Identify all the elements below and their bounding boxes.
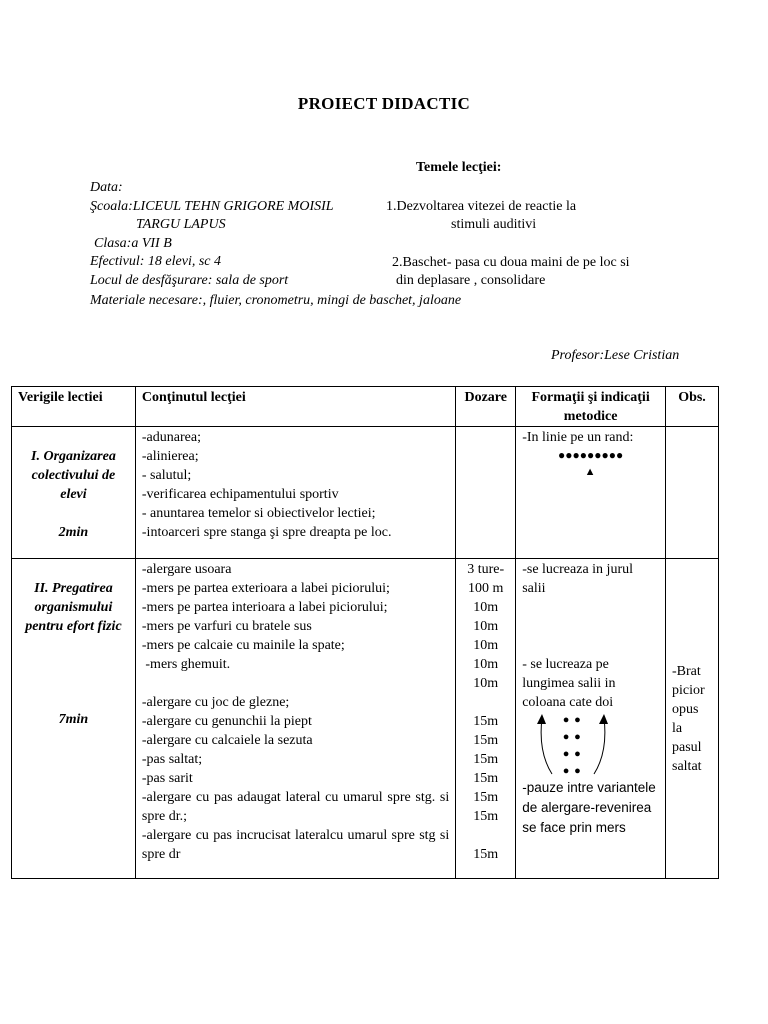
content-cell — [135, 427, 455, 559]
dosage-item: 10m — [473, 638, 499, 653]
formation-cell — [516, 559, 666, 879]
list-item: -alergare cu genunchii la piept — [141, 714, 312, 729]
formation-text: -In linie pe un rand: — [522, 430, 634, 445]
table-row-preparation — [12, 559, 719, 879]
stage-title: II. Pregatirea organismului pentru efort fizic — [25, 581, 122, 634]
teacher-marker-icon: ▲ — [584, 466, 597, 478]
date-label: Data: — [90, 180, 123, 195]
formation-pair-dots: ● ● — [562, 748, 582, 760]
column-formation-diagram — [522, 712, 659, 778]
list-item: -pas sarit — [141, 771, 193, 786]
list-item: -adunarea; — [141, 430, 201, 445]
theme-1-line-1: 1.Dezvoltarea vitezei de reactie la — [386, 199, 577, 214]
dosage-item: 10m — [473, 600, 499, 615]
list-item: -mers pe calcaie cu mainile la spate; — [141, 638, 345, 653]
students-count: Efectivul: 18 elevi, sc 4 — [90, 254, 221, 269]
themes-title: Temele lecţiei: — [416, 160, 502, 175]
school-city: TARGU LAPUS — [136, 217, 226, 232]
school-name: Şcoala:LICEUL TEHN GRIGORE MOISIL — [90, 199, 334, 214]
theme-2-line-2: din deplasare , consolidare — [396, 273, 546, 288]
list-item: -mers pe partea interioara a labei piciorului; — [141, 600, 388, 615]
stage-time: 2min — [58, 525, 89, 540]
dosage-item: 15m — [473, 809, 499, 824]
stage-cell — [12, 559, 136, 879]
header-obs: Obs. — [666, 387, 719, 427]
obs-cell — [666, 559, 719, 879]
formation-text: -se lucreaza in jurul salii — [522, 562, 633, 596]
header-formations: Formaţii şi indicaţii metodice — [516, 387, 666, 427]
header-stage: Verigile lectiei — [12, 387, 136, 427]
table-header-row — [12, 387, 719, 427]
obs-text: -Brat picior opus la pasul saltat — [672, 664, 705, 774]
formation-line-dots: ●●●●●●●●● — [557, 448, 624, 462]
dosage-item: 3 ture- — [467, 562, 505, 577]
obs-cell — [666, 427, 719, 559]
page-title: PROIECT DIDACTIC — [297, 94, 471, 113]
formation-pair-dots: ● ● — [562, 731, 582, 743]
dosage-item: 15m — [473, 790, 499, 805]
list-item: -mers pe partea exterioara a labei piciorului; — [141, 581, 390, 596]
list-item: - anuntarea temelor si obiectivelor lectiei; — [141, 506, 376, 521]
dosage-item: 15m — [473, 733, 499, 748]
stage-time: 7min — [58, 712, 89, 727]
formation-pair-dots: ● ● — [562, 765, 582, 777]
dosage-item: 15m — [473, 714, 499, 729]
list-item: -verificarea echipamentului sportiv — [141, 487, 339, 502]
table-row-organization — [12, 427, 719, 559]
dosage-item: 10m — [473, 676, 499, 691]
theme-1-line-2: stimuli auditivi — [451, 217, 537, 232]
dosage-item: 15m — [473, 847, 499, 862]
formation-cell — [516, 427, 666, 559]
class-name: Clasa:a VII B — [94, 236, 172, 251]
dosage-item: 10m — [473, 657, 499, 672]
dosage-item: 10m — [473, 619, 499, 634]
list-item: -alergare cu calcaiele la sezuta — [141, 733, 313, 748]
lesson-plan-table — [11, 386, 719, 879]
header-dosage: Dozare — [456, 387, 516, 427]
lesson-location: Locul de desfăşurare: sala de sport — [90, 273, 289, 288]
list-item: -mers pe varfuri cu bratele sus — [141, 619, 312, 634]
theme-2-line-1: 2.Baschet- pasa cu doua maini de pe loc si — [392, 255, 630, 270]
professor-name: Profesor:Lese Cristian — [551, 348, 680, 363]
lesson-materials: Materiale necesare:, fluier, cronometru, mingi de baschet, jaloane — [90, 293, 462, 308]
stage-title: I. Organizarea colectivului de elevi — [31, 449, 116, 502]
list-item: -alergare cu pas incrucisat lateralcu umarul spre stg si spre dr — [141, 828, 450, 862]
formation-text: -pauze intre variantele de alergare-revenirea se face prin mers — [522, 780, 656, 835]
list-item: - salutul; — [141, 468, 192, 483]
dosage-item: 15m — [473, 752, 499, 767]
dosage-item: 15m — [473, 771, 499, 786]
formation-pair-dots: ● ● — [562, 714, 582, 726]
list-item: -pas saltat; — [141, 752, 203, 767]
list-item: -alinierea; — [141, 449, 199, 464]
dosage-item: 100 m — [468, 581, 504, 596]
list-item: -alergare usoara — [141, 562, 232, 577]
list-item: -mers ghemuit. — [141, 657, 231, 672]
list-item: -intoarceri spre stanga şi spre dreapta pe loc. — [141, 525, 392, 540]
header-content: Conţinutul lecţiei — [135, 387, 455, 427]
list-item: -alergare cu pas adaugat lateral cu umarul spre stg. si spre dr.; — [141, 790, 450, 824]
formation-text: - se lucreaza pe lungimea salii in coloana cate doi — [522, 657, 616, 710]
list-item: -alergare cu joc de glezne; — [141, 695, 290, 710]
stage-cell — [12, 427, 136, 559]
dosage-cell — [456, 427, 516, 559]
content-cell — [135, 559, 455, 879]
dosage-cell — [456, 559, 516, 879]
